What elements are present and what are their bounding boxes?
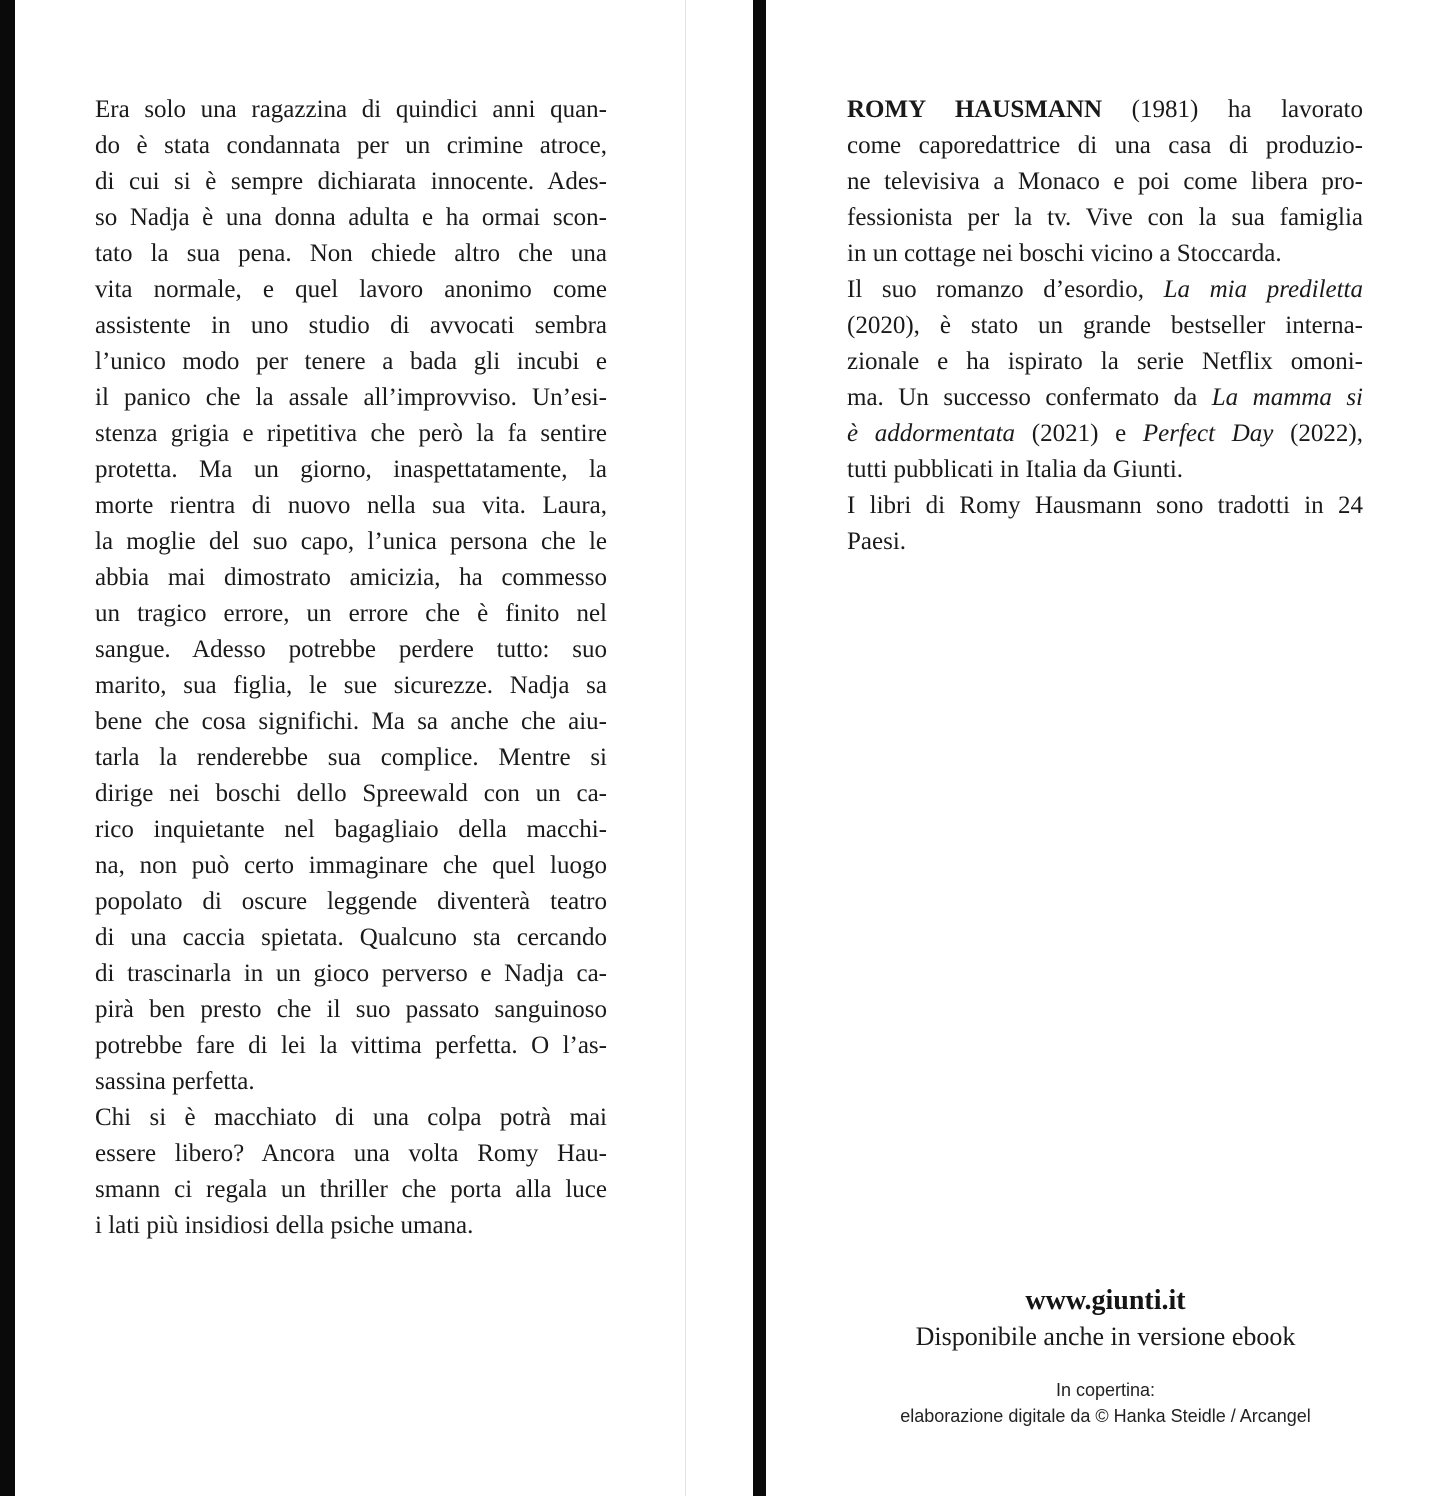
text-segment: tato la sua pena. Non chiede altro che una (95, 240, 607, 267)
text-segment: la moglie del suo capo, l’unica persona che le (95, 528, 607, 555)
text-line (95, 1028, 607, 1064)
text-line (95, 776, 607, 812)
text-line (847, 308, 1363, 344)
text-segment: rico inquietante nel bagagliaio della macchi- (95, 816, 607, 843)
text-segment: sangue. Adesso potrebbe perdere tutto: suo (95, 636, 607, 663)
text-segment: assistente in uno studio di avvocati sembra (95, 312, 607, 339)
text-segment: vita normale, e quel lavoro anonimo come (95, 276, 607, 303)
text-line (95, 668, 607, 704)
text-line (847, 92, 1363, 128)
imprint-block (766, 1283, 1445, 1429)
book-title-italic: Perfect Day (1142, 420, 1274, 447)
text-line (95, 884, 607, 920)
publisher-website: www.giunti.it (1025, 1285, 1186, 1316)
text-line (847, 380, 1363, 416)
text-segment: sassina perfetta. (95, 1068, 255, 1095)
text-segment: popolato di oscure leggende diventerà teatro (95, 888, 607, 915)
text-line (847, 452, 1363, 488)
text-line (95, 740, 607, 776)
text-line (847, 488, 1363, 524)
text-segment: fessionista per la tv. Vive con la sua famiglia (847, 204, 1363, 231)
text-segment: di cui si è sempre dichiarata innocente. Ades- (95, 168, 607, 195)
text-segment: so Nadja è una donna adulta e ha ormai scon- (95, 204, 607, 231)
author-name-bold: ROMY HAUSMANN (847, 96, 1103, 123)
text-segment: Paesi. (847, 528, 907, 555)
text-line (95, 1208, 607, 1244)
text-line (95, 920, 607, 956)
text-segment: di una caccia spietata. Qualcuno sta cercando (95, 924, 607, 951)
text-line (95, 1136, 607, 1172)
text-line (95, 848, 607, 884)
text-segment: (2022), (1273, 420, 1363, 447)
text-line (95, 488, 607, 524)
text-segment: essere libero? Ancora una volta Romy Hau- (95, 1140, 607, 1167)
text-line (95, 344, 607, 380)
text-segment: na, non può certo immaginare che quel luogo (95, 852, 607, 879)
back-flap-panel (766, 0, 1445, 1496)
text-segment: bene che cosa significhi. Ma sa anche che aiu- (95, 708, 607, 735)
text-line (847, 128, 1363, 164)
text-line (95, 524, 607, 560)
text-segment: (1981) ha lavorato (1102, 96, 1363, 123)
text-line (95, 380, 607, 416)
text-segment: il panico che la assale all’improvviso. Un’esi- (95, 384, 607, 411)
text-segment: stenza grigia e ripetitiva che però la fa sentire (95, 420, 607, 447)
text-segment: morte rientra di nuovo nella sua vita. Laura, (95, 492, 607, 519)
text-line (95, 1100, 607, 1136)
text-segment: pirà ben presto che il suo passato sanguinoso (95, 996, 607, 1023)
text-segment: abbia mai dimostrato amicizia, ha commesso (95, 564, 607, 591)
cover-credit-text: elaborazione digitale da © Hanka Steidle / Arcangel (900, 1406, 1311, 1426)
text-segment: l’unico modo per tenere a bada gli incubi e (95, 348, 607, 375)
synopsis-text-block (95, 92, 607, 1244)
text-line (95, 92, 607, 128)
text-segment: di trascinarla in un gioco perverso e Nadja ca- (95, 960, 607, 987)
text-line (847, 200, 1363, 236)
text-segment: Il suo romanzo d’esordio, (847, 276, 1164, 303)
text-line (95, 272, 607, 308)
text-segment: Chi si è macchiato di una colpa potrà mai (95, 1104, 607, 1131)
text-line (847, 236, 1363, 272)
book-title-italic: è addormentata (847, 420, 1016, 447)
ebook-availability-note: Disponibile anche in versione ebook (915, 1322, 1296, 1351)
text-line (847, 416, 1363, 452)
text-segment: (2021) e (1015, 420, 1143, 447)
text-segment: dirige nei boschi dello Spreewald con un ca- (95, 780, 607, 807)
text-line (847, 164, 1363, 200)
text-line (847, 344, 1363, 380)
text-segment: do è stata condannata per un crimine atroce, (95, 132, 607, 159)
front-flap-panel (15, 0, 686, 1496)
text-line (95, 128, 607, 164)
text-line (95, 812, 607, 848)
text-segment: in un cottage nei boschi vicino a Stoccarda. (847, 240, 1282, 267)
text-line (95, 992, 607, 1028)
text-line (95, 200, 607, 236)
text-line (95, 704, 607, 740)
text-line (847, 272, 1363, 308)
text-segment: potrebbe fare di lei la vittima perfetta. O l’as- (95, 1032, 607, 1059)
text-segment: come caporedattrice di una casa di produzio- (847, 132, 1363, 159)
text-line (95, 452, 607, 488)
text-line (95, 1064, 607, 1100)
text-segment: ma. Un successo confermato da (847, 384, 1212, 411)
text-line (95, 560, 607, 596)
text-line (95, 164, 607, 200)
text-segment: zionale e ha ispirato la serie Netflix omoni- (847, 348, 1363, 375)
flap-edge-left (0, 0, 15, 1496)
text-segment: smann ci regala un thriller che porta alla luce (95, 1176, 607, 1203)
text-segment: ne televisiva a Monaco e poi come libera pro- (847, 168, 1363, 195)
book-title-italic: La mia prediletta (1163, 276, 1363, 303)
text-line (95, 236, 607, 272)
text-line (95, 308, 607, 344)
text-segment: I libri di Romy Hausmann sono tradotti in 24 (847, 492, 1363, 519)
text-segment: tutti pubblicati in Italia da Giunti. (847, 456, 1184, 483)
cover-credit-label: In copertina: (1055, 1380, 1156, 1400)
text-line (95, 632, 607, 668)
book-title-italic: La mamma si (1211, 384, 1363, 411)
text-segment: protetta. Ma un giorno, inaspettatamente, la (95, 456, 607, 483)
text-line (95, 1172, 607, 1208)
author-bio-text-block (847, 92, 1363, 560)
text-segment: un tragico errore, un errore che è finito nel (95, 600, 607, 627)
text-segment: i lati più insidiosi della psiche umana. (95, 1212, 474, 1239)
text-segment: tarla la renderebbe sua complice. Mentre si (95, 744, 607, 771)
text-segment: Era solo una ragazzina di quindici anni quan- (95, 96, 607, 123)
text-line (95, 416, 607, 452)
text-segment: marito, sua figlia, le sue sicurezze. Nadja sa (95, 672, 607, 699)
cover-credit (766, 1377, 1445, 1429)
flap-edge-spine (753, 0, 766, 1496)
text-line (95, 596, 607, 632)
text-line (847, 524, 1363, 560)
text-line (95, 956, 607, 992)
text-segment: (2020), è stato un grande bestseller interna- (847, 312, 1363, 339)
